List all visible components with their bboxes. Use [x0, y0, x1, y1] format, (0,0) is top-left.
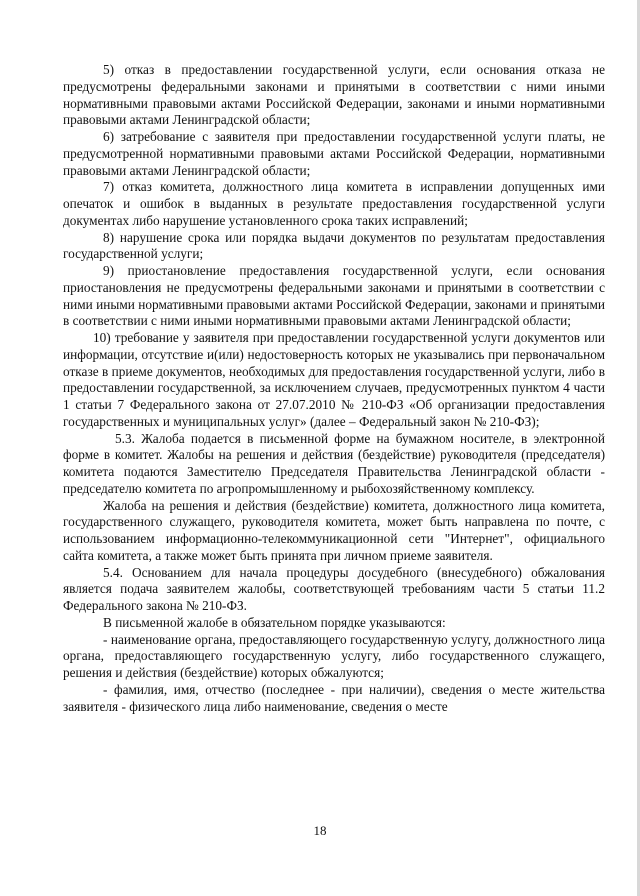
- paragraph: 5.3. Жалоба подается в письменной форме на бумажном носителе, в электронной форме в комитет. Жалобы на решения и действия (бездействие) руководителя (председателя) комитета подаются Заместителю Председателя Правительства Ленинградской области - председателю комитета по агропромышленному и рыбохозяйственному комплексу.: [63, 430, 605, 496]
- paragraph: 6) затребование с заявителя при предоставлении государственной услуги платы, не предусмотренной нормативными правовыми актами Российской Федерации, нормативными правовыми актами Ленинградской области;: [63, 129, 605, 178]
- page-number: 18: [313, 823, 327, 838]
- paragraph: 5.4. Основанием для начала процедуры досудебного (внесудебного) обжалования является подача заявителем жалобы, соответствующей требованиям части 5 статьи 11.2 Федерального закона № 210-ФЗ.: [63, 564, 605, 613]
- document-body: [63, 62, 605, 715]
- paragraph: 7) отказ комитета, должностного лица комитета в исправлении допущенных ими опечаток и ошибок в выданных в результате предоставления государственной услуги документах либо нарушение установленного срока таких исправлений;: [63, 179, 605, 228]
- paragraph: 9) приостановление предоставления государственной услуги, если основания приостановления не предусмотрены федеральными законами и принятыми в соответствии с ними иными нормативными правовыми актами Российской Федерации, законами и принятыми в соответствии с ними иными нормативными правовыми актами Ленинградской области;: [63, 263, 605, 329]
- paragraph: 8) нарушение срока или порядка выдачи документов по результатам предоставления государственной услуги;: [63, 229, 605, 262]
- paragraph: 10) требование у заявителя при предоставлении государственной услуги документов или информации, отсутствие и(или) недостоверность которых не указывались при первоначальном отказе в приеме документов, необходимых для предоставления государственной услуги, либо в предоставлении государственной, за исключением случаев, предусмотренных пунктом 4 части 1 статьи 7 Федерального закона от 27.07.2010 № 210-ФЗ «Об организации предоставления государственных и муниципальных услуг» (далее – Федеральный закон № 210-ФЗ);: [63, 330, 605, 429]
- paragraph: Жалоба на решения и действия (бездействие) комитета, должностного лица комитета, государственного служащего, руководителя комитета, может быть направлена по почте, с использованием информационно-телекоммуникационной сети "Интернет", официального сайта комитета, а также может быть принята при личном приеме заявителя.: [63, 497, 605, 563]
- paragraph: - фамилия, имя, отчество (последнее - при наличии), сведения о месте жительства заявителя - физического лица либо наименование, сведения о месте: [63, 681, 605, 714]
- paragraph: В письменной жалобе в обязательном порядке указываются:: [103, 614, 446, 630]
- paragraph: 5) отказ в предоставлении государственной услуги, если основания отказа не предусмотрены федеральными законами и принятыми в соответствии с ними иными нормативными правовыми актами Российской Федерации, законами и иными нормативными правовыми актами Ленинградской области;: [63, 62, 605, 128]
- paragraph: - наименование органа, предоставляющего государственную услугу, должностного лица органа, предоставляющего государственную услугу, либо государственного служащего, решения и действия (бездействие) которых обжалуются;: [63, 631, 605, 680]
